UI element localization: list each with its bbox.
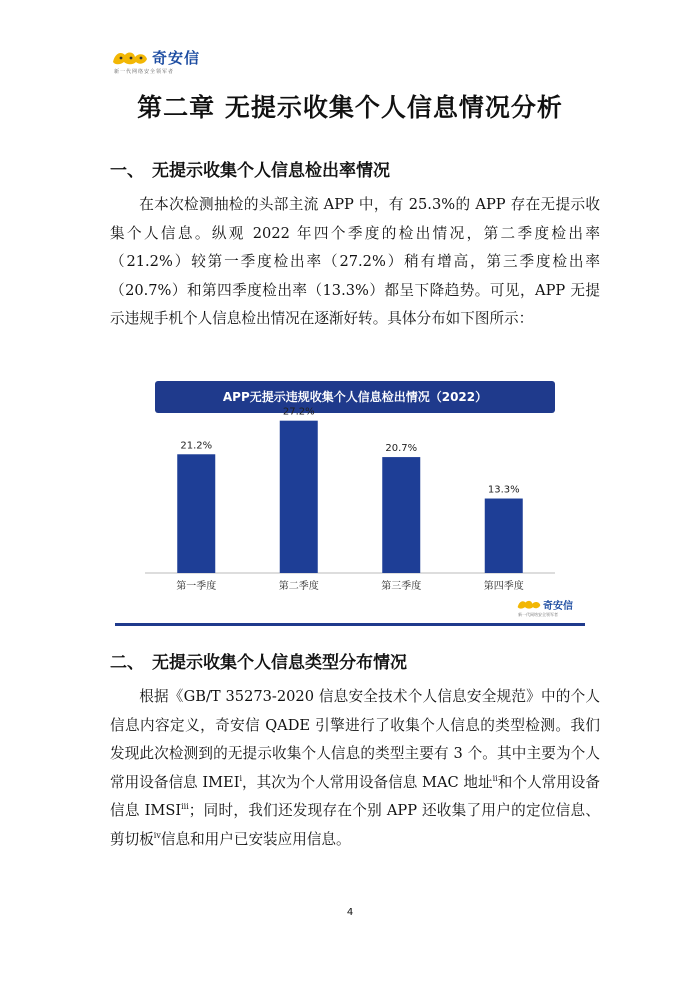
section2-text-1: 根据《GB/T 35273-2020 信息安全技术个人信息安全规范》中的个人信息内容定义，奇安信 QADE 引擎进行了收集个人信息的类型检测。我们发现此次检测到的无提示收集个人信息的类型主要有 3 个。其中主要为个人常用设备信息 IMEI — [110, 688, 600, 791]
bar-1 — [177, 454, 215, 573]
category-label-2: 第二季度 — [278, 581, 319, 592]
bar-2 — [280, 421, 318, 573]
bar-value-label-4: 13.3% — [487, 484, 520, 496]
section2-paragraph — [110, 683, 600, 854]
bar-3 — [382, 457, 420, 573]
section2-number: 二、 — [110, 653, 144, 673]
chart-logo-brand: 奇安信 — [543, 601, 573, 612]
category-label-1: 第一季度 — [176, 581, 217, 592]
section2-text-3: 和个人常用设备信息 IMSI — [110, 773, 601, 819]
section2-text-4: ；同时，我们还发现存在个别 APP 还收集了用户的定位信息、剪切板 — [110, 802, 600, 848]
bar-value-label-3: 20.7% — [385, 443, 418, 455]
section2-heading-text: 无提示收集个人信息类型分布情况 — [152, 653, 407, 673]
header-logo — [112, 44, 222, 78]
section2-text-2: ，其次为个人常用设备信息 MAC 地址 — [242, 773, 493, 791]
section1-heading — [110, 156, 390, 181]
chart-bottom-rule — [115, 623, 585, 626]
footnote-ref-iv[interactable]: iv — [153, 830, 161, 840]
chart-title-banner: APP无提示违规收集个人信息检出情况（2022） — [155, 381, 555, 413]
page-number: 4 — [346, 907, 354, 918]
bar-value-label-2: 27.2% — [282, 406, 315, 418]
section1-heading-text: 无提示收集个人信息检出率情况 — [152, 161, 390, 181]
section1-paragraph: 在本次检测抽检的头部主流 APP 中，有 25.3%的 APP 存在无提示收集个人信息。纵观 2022 年四个季度的检出情况，第二季度检出率（21.2%）较第一季度检出率（27.2%）稍有增高，第三季度检出率（20.7%）和第四季度检出率（13.3%）都呈下降趋势。可见，APP 无提示违规手机个人信息检出情况在逐渐好转。具体分布如下图所示： — [110, 196, 600, 327]
bar-value-label-1: 21.2% — [180, 440, 213, 452]
footnote-ref-i[interactable]: i — [239, 773, 243, 783]
chart-logo — [517, 597, 587, 619]
bar-chart — [115, 375, 585, 630]
footnote-ref-iii[interactable]: iii — [181, 802, 189, 812]
bar-4 — [485, 499, 523, 573]
chart-plot — [115, 375, 585, 615]
chart-logo-slogan: 新一代网络安全领军者 — [518, 612, 558, 617]
logo-slogan: 新一代网络安全领军者 — [114, 69, 175, 75]
section2-text-5: 信息和用户已安装应用信息。 — [160, 830, 351, 848]
page-title: 第二章 无提示收集个人信息情况分析 — [137, 93, 563, 122]
category-label-3: 第三季度 — [381, 581, 422, 592]
logo-brand-name: 奇安信 — [152, 49, 201, 67]
chart-logo-mascot-icon — [517, 599, 541, 610]
category-label-4: 第四季度 — [483, 581, 524, 592]
section2-heading — [110, 648, 407, 673]
footnote-ref-ii[interactable]: ii — [492, 773, 498, 783]
logo-mascot-icon — [112, 50, 148, 66]
section1-number: 一、 — [110, 161, 144, 181]
